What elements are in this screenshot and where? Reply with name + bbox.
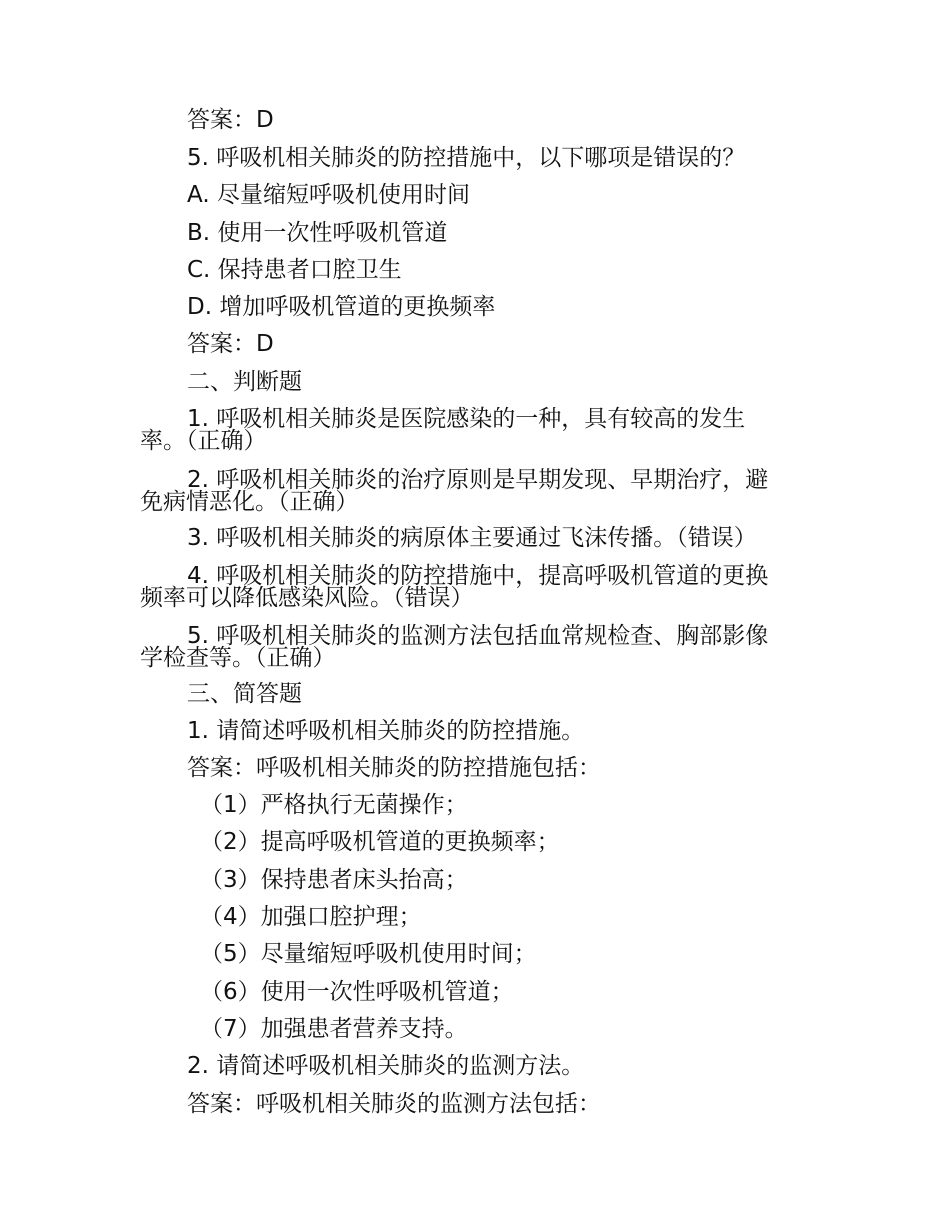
mc-q5-option-b: B. 使用一次性呼吸机管道 [187, 220, 448, 246]
tf-item-4-line2: 频率可以降低感染风险。（错误） [140, 585, 474, 611]
mc-q5-option-d: D. 增加呼吸机管道的更换频率 [187, 294, 496, 320]
tf-item-3: 3. 呼吸机相关肺炎的病原体主要通过飞沫传播。（错误） [187, 525, 757, 551]
tf-item-1-line2: 率。（正确） [140, 428, 267, 454]
sa-q1-point-1: （1）严格执行无菌操作； [200, 792, 468, 818]
tf-item-2-line2: 免病情恶化。（正确） [140, 489, 359, 515]
mc-q5-question: 5. 呼吸机相关肺炎的防控措施中，以下哪项是错误的？ [187, 145, 746, 171]
tf-item-5-line2: 学检查等。（正确） [140, 645, 336, 671]
short-answer-heading: 三、简答题 [187, 681, 302, 707]
sa-q1-point-4: （4）加强口腔护理； [200, 904, 422, 930]
tf-item-2-line1: 2. 呼吸机相关肺炎的治疗原则是早期发现、早期治疗，避 [187, 467, 769, 493]
sa-q1-point-7: （7）加强患者营养支持。 [200, 1016, 468, 1042]
tf-item-4-line1: 4. 呼吸机相关肺炎的防控措施中，提高呼吸机管道的更换 [187, 563, 769, 589]
true-false-heading: 二、判断题 [187, 369, 302, 395]
tf-item-1-line1: 1. 呼吸机相关肺炎是医院感染的一种，具有较高的发生 [187, 406, 746, 432]
mc-q5-option-a: A. 尽量缩短呼吸机使用时间 [187, 182, 470, 208]
sa-q1-point-6: （6）使用一次性呼吸机管道； [200, 979, 514, 1005]
mc-q5-answer: 答案：D [187, 331, 274, 357]
sa-q2-question: 2. 请简述呼吸机相关肺炎的监测方法。 [187, 1053, 585, 1079]
mc-q4-answer: 答案：D [187, 107, 274, 133]
sa-q2-answer-intro: 答案：呼吸机相关肺炎的监测方法包括： [187, 1091, 601, 1117]
tf-item-5-line1: 5. 呼吸机相关肺炎的监测方法包括血常规检查、胸部影像 [187, 623, 769, 649]
sa-q1-answer-intro: 答案：呼吸机相关肺炎的防控措施包括： [187, 755, 601, 781]
sa-q1-point-5: （5）尽量缩短呼吸机使用时间； [200, 941, 537, 967]
sa-q1-question: 1. 请简述呼吸机相关肺炎的防控措施。 [187, 718, 585, 744]
mc-q5-option-c: C. 保持患者口腔卫生 [187, 257, 402, 283]
sa-q1-point-3: （3）保持患者床头抬高； [200, 867, 468, 893]
sa-q1-point-2: （2）提高呼吸机管道的更换频率； [200, 829, 560, 855]
